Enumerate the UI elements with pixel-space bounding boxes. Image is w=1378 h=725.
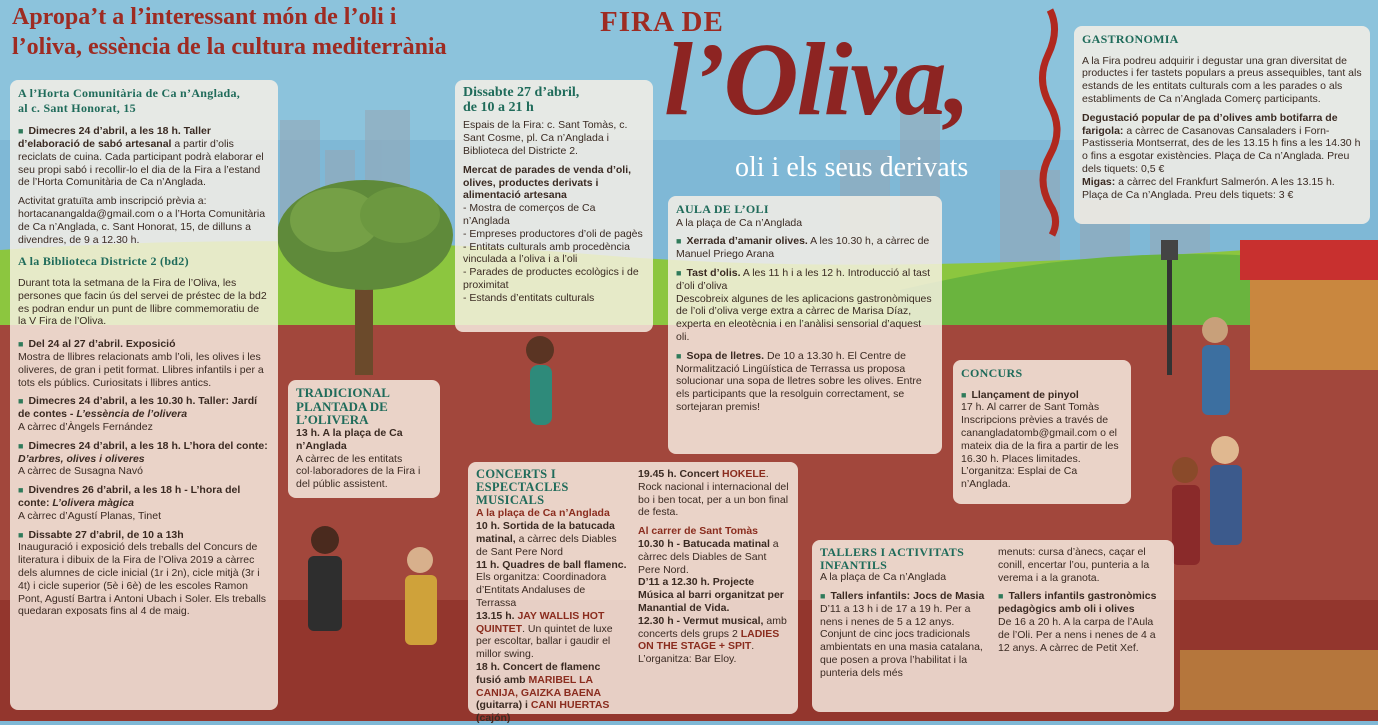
biblio-item-2-bold: ■ Dimecres 24 d’abril, a les 10.30 h. Taller: Jardí de contes -: [18, 395, 257, 420]
horta-biblioteca-panel: [10, 80, 278, 710]
dissabte-title-2: de 10 a 21 h: [463, 99, 534, 115]
dissabte-list-5: - Estands d’entitats culturals: [463, 291, 595, 304]
concurs-item-bold: ■ Llançament de pinyol: [961, 389, 1123, 402]
biblio-title: A la Biblioteca Districte 2 (bd2): [18, 254, 189, 269]
concert-1-bold: 10 h. Sortida de la batucada matinal,: [476, 520, 615, 545]
biblio-item-5-text: Inauguració i exposició dels treballs del Concurs de literatura i dibuix de la Fira de l’Oliva 2019 a càrrec dels alumnes de cicle inicial (1r i 2n), cicle mitjà (3r i 4t) i cicle superior (5è i 6è) de les escoles Ramon Pont, Agustí Bartra i Antoni Ubach i Soler. Els treballs quedaran exposats fins al 4 de maig.: [18, 541, 267, 618]
dissabte-list-2: - Empreses productores d’oli de pagès: [463, 227, 643, 240]
horta-info: Activitat gratuïta amb inscripció prèvia a: hortacanangalda@gmail.com o a l’Horta Comunitària de Ca n’Anglada, c. Sant Honorat, 15, de dilluns a divendres, de 9 a 12.30 h.: [18, 195, 266, 246]
concurs-title: CONCURS: [961, 366, 1023, 380]
concert-8-bold: 12.30 h - Vermut musical,: [638, 614, 764, 627]
concert-7: D’11 a 12.30 h. Projecte Música al barri organitzat per Manantial de Vida.: [638, 576, 784, 614]
dissabte-list-4: - Parades de productes ecològics i de proximitat: [463, 266, 639, 291]
aula-item-2-bold: ■ Tast d’olis.: [676, 267, 741, 279]
logo-subtitle: oli i els seus derivats: [735, 152, 969, 183]
biblio-item-4-text: A càrrec d’Agustí Planas, Tinet: [18, 509, 161, 522]
dissabte-list-3: - Entitats culturals amb procedència vinculada a l’oliva i a l’oli: [463, 240, 630, 266]
concert-6-text: a càrrec dels Diables de Sant Pere Nord.: [638, 537, 779, 576]
aula-item-1-text: A les 10.30 h, a càrrec de Manuel Priego Arana: [676, 235, 930, 261]
taller-2-text: De 16 a 20 h. A la carpa de l’Aula de l’Oli. Per a nens i nenes de 4 a 12 anys. A càrrec de Petit Xef.: [998, 615, 1156, 654]
concerts-title: CONCERTS I ESPECTACLES MUSICALS: [476, 467, 569, 508]
biblio-intro: Durant tota la setmana de la Fira de l’Oliva, les persones que facin ús del servei de préstec de la bd2 es podran endur un punt de llibre commemoratiu de la V Fira de l’Oliva.: [18, 277, 267, 328]
gastro-migas-bold: Migas:: [1082, 175, 1116, 188]
horta-title-2: al c. Sant Honorat, 15: [18, 100, 136, 115]
tallers-title: TALLERS I ACTIVITATS INFANTILS: [820, 545, 965, 572]
concert-1-text: a càrrec dels Diables de Sant Pere Nord: [476, 532, 617, 558]
concert-4-end: (cajón): [476, 712, 511, 725]
concert-4-mid: (guitarra) i: [476, 699, 531, 712]
aula-item-3-text: De 10 a 13.30 h. El Centre de Normalització Lingüística de Terrassa us proposa solucionar una sopa de lletres sobre les olives. Entre els participants que la resolguin correctament, se sortejaran premis!: [676, 349, 922, 413]
concert-4-bold: 18 h. Concert de flamenc fusió amb: [476, 660, 601, 686]
concert-3-bold: 13.15 h.: [476, 609, 518, 622]
concert-8-end: . L’organitza: Bar Eloy.: [638, 640, 755, 666]
concert-5-bold: 19.45 h. Concert: [638, 468, 723, 480]
biblio-item-4-italic: L’olivera màgica: [52, 497, 134, 509]
concurs-panel: [953, 360, 1131, 504]
concert-2-bold: 11 h. Quadres de ball flamenc.: [476, 558, 627, 571]
gastro-intro: A la Fira podreu adquirir i degustar una gran diversitat de productes i fer tastets populars a preus assequibles, tant als estands de les entitats culturals com a les parades o als establiments de Ca n’Anglada Comerç participants.: [1082, 54, 1362, 106]
gastro-degustacio-text: a càrrec de Casanovas Cansaladers i Forn-Pastisseria Montserrat, des de les 13.15 h fins a les 14.30 h o fins a esgotar existències. Plaça de Ca n’Anglada. Preu dels tiquets: 0,5 €: [1082, 124, 1361, 175]
horta-title-1: A l’Horta Comunitària de Ca n’Anglada,: [18, 86, 241, 100]
biblio-item-3-bold: ■ Dimecres 24 d’abril, a les 18 h. L’hora del conte:: [18, 440, 268, 452]
aula-item-2-text: A les 11 h i a les 12 h. Introducció al tast d’oli d’oliva: [676, 267, 931, 292]
taller-2-bold: ■ Tallers infantils gastronòmics pedagògics amb oli i olives: [998, 590, 1166, 616]
horta-item-bold: ■ Dimecres 24 d’abril, a les 18 h. Taller d’elaboració de sabó artesanal: [18, 125, 211, 150]
biblio-item-2-italic: L’essència de l’olivera: [76, 408, 188, 421]
concert-6-bold: 10.30 h - Batucada matinal: [638, 537, 770, 550]
plantada-title: TRADICIONAL PLANTADA DE L’OLIVERA: [296, 385, 390, 428]
aula-item-2-more: Descobreix algunes de les aplicacions gastronòmiques de l’oli d’oliva verge extra a càrrec de Marisa Díaz, experta en eleotècnia i en l’anàlisi sensorial d’aquest oli.: [676, 292, 932, 343]
biblio-item-3-italic: D’arbres, olives i oliveres: [18, 452, 145, 465]
aula-panel: [668, 196, 942, 454]
concert-4-artist-2: CANI HUERTAS: [530, 699, 610, 712]
tallers-place: A la plaça de Ca n’Anglada: [820, 571, 947, 584]
plantada-panel: [288, 380, 440, 498]
plantada-sub: 13 h. A la plaça de Ca n’Anglada: [296, 426, 403, 452]
biblio-item-1-text: Mostra de llibres relacionats amb l’oli, les olives i les oliveres, de gran i petit format. Llibres infantils i per a tots els públics. Curiositats i llibres antics.: [18, 351, 264, 389]
headline-line-1: Apropa’t a l’interessant món de l’oli i: [12, 4, 397, 30]
logo-fira-de: FIRA DE: [600, 6, 724, 38]
biblio-item-1-bold: ■ Del 24 al 27 d’abril. Exposició: [18, 338, 176, 350]
concerts-place-1: A la plaça de Ca n’Anglada: [476, 507, 610, 520]
gastro-migas-text: a càrrec del Frankfurt Salmerón. A les 13.15 h. Plaça de Ca n’Anglada. Preu dels tiquets: 3 €: [1082, 175, 1335, 201]
plantada-text: A càrrec de les entitats col·laboradores de la Fira i del públic assistent.: [296, 452, 421, 491]
concert-4-artist: MARIBEL LA CANIJA, GAIZKA BAENA: [476, 673, 602, 699]
concert-5-text: . Rock nacional i internacional del bo i ben tocat, per a un bon final de festa.: [638, 468, 789, 519]
biblio-item-5-bold: ■ Dissabte 27 d’abril, de 10 a 13h: [18, 529, 184, 541]
taller-1-bold: ■ Tallers infantils: Jocs de Masia: [820, 590, 990, 603]
concert-2-text: Els organitza: Coordinadora d’Entitats Andaluses de Terrassa: [476, 571, 607, 609]
gastronomia-panel: [1074, 26, 1370, 224]
dissabte-spaces: Espais de la Fira: c. Sant Tomàs, c. Sant Cosme, pl. Ca n’Anglada i Biblioteca del Districte 2.: [463, 119, 628, 157]
dissabte-list-1: - Mostra de comerços de Ca n’Anglada: [463, 202, 596, 227]
gastro-degustacio-bold: Degustació popular de pa d’olives amb botifarra de farigola:: [1082, 111, 1338, 137]
concert-8-artist: LADIES ON THE STAGE + SPIT: [638, 627, 780, 653]
gastro-title: GASTRONOMIA: [1082, 32, 1179, 46]
aula-title: AULA DE L’OLI: [676, 202, 769, 216]
logo-oliva: l’Oliva,: [664, 22, 969, 137]
concert-5-artist: HOKELE: [722, 468, 766, 480]
concert-3-artist: JAY WALLIS HOT QUINTET: [476, 609, 605, 635]
horta-item-text: a partir d’olis reciclats de cuina. Cada participant podrà elaborar el seu propi sabó i recollir-lo el dia de la Fira a l’estand de l’Horta Comunitària de Ca n’Anglada.: [18, 138, 264, 189]
taller-1-continued: menuts: cursa d’ànecs, caçar el conill, encertar l’ou, punteria a la verema i a la granota.: [998, 546, 1150, 584]
headline-line-2: l’oliva, essència de la cultura mediterrània: [12, 34, 447, 60]
dissabte-mercat: Mercat de parades de venda d’oli, olives, productes derivats i alimentació artesana: [463, 163, 632, 202]
concert-8-text: amb concerts dels grups 2: [638, 614, 787, 640]
aula-item-3-bold: ■ Sopa de lletres.: [676, 350, 764, 362]
aula-place: A la plaça de Ca n’Anglada: [676, 216, 803, 229]
dissabte-title-1: Dissabte 27 d’abril,: [463, 85, 580, 100]
concert-3-text: . Un quintet de luxe per escoltar, ballar i gaudir el millor swing.: [476, 622, 613, 661]
tallers-panel: [812, 540, 1174, 712]
concurs-text: 17 h. Al carrer de Sant Tomàs Inscripcions prèvies a través de canangladatomb@gmail.com o el mateix dia de la fira a partir de les 16.30 h. Places limitades. L’organitza: Esplai de Ca n’Anglada.: [961, 401, 1119, 491]
concerts-panel: [468, 462, 798, 725]
concerts-place-2: Al carrer de Sant Tomàs: [638, 525, 759, 538]
biblio-item-3-text: A càrrec de Susagna Navó: [18, 465, 143, 478]
biblio-item-2-text: A càrrec d’Àngels Fernández: [18, 421, 153, 434]
dissabte-panel: [455, 80, 653, 332]
aula-item-1-bold: ■ Xerrada d’amanir olives.: [676, 235, 808, 247]
taller-1-text: D’11 a 13 h i de 17 a 19 h. Per a nens i nenes de 5 a 12 anys. Conjunt de cinc jocs tradicionals ambientats en una masia catalana, que posen a prova l’habilitat i la punteria dels més: [820, 602, 983, 679]
biblio-item-4-bold: ■ Divendres 26 d’abril, a les 18 h - L’hora del conte:: [18, 484, 240, 509]
